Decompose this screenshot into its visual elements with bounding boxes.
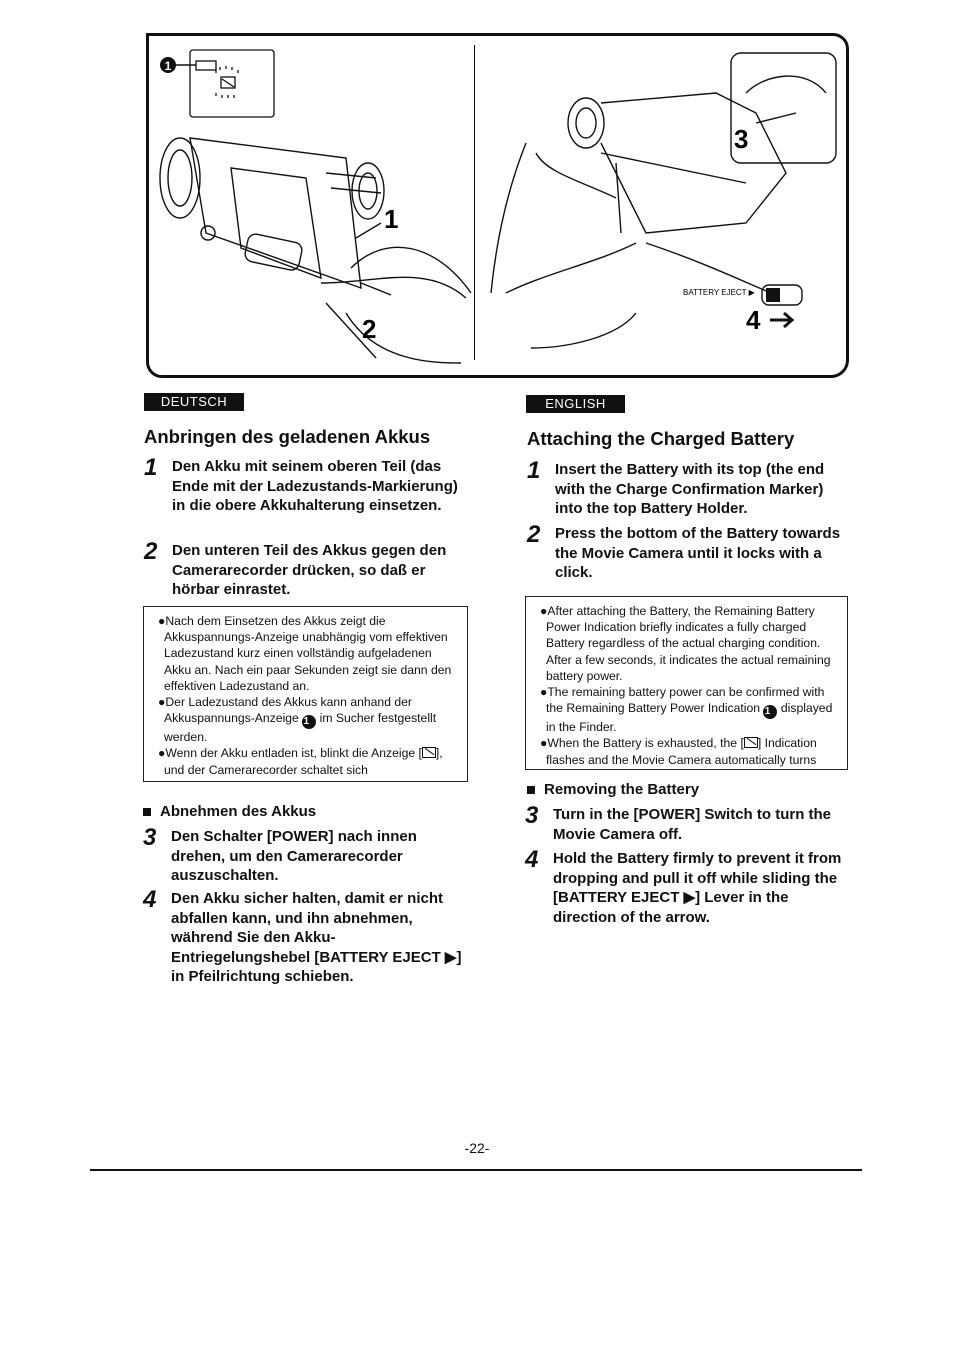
removing-heading-en: Removing the Battery: [527, 781, 699, 798]
step-number: 4: [525, 846, 539, 873]
note-item: ●Der Ladezustand des Akkus kann anhand der Akkuspannungs-Anzeige 1 im Sucher festgestellt werden.: [158, 695, 437, 745]
note-item: ●Wenn der Akku entladen ist, blinkt die Anzeige [ ], und der Camerarecorder schaltet sich: [158, 746, 443, 777]
step-text: Den Akku sicher halten, damit er nicht abfallen kann, und ihn abnehmen, während Sie den Akku-Entriegelungshebel [BATTERY EJECT ▶] in Pfeilrichtung schieben.: [171, 890, 462, 985]
step-number: 3: [143, 824, 157, 851]
step-number: 2: [527, 521, 541, 548]
step-text: Den unteren Teil des Akkus gegen den Camerarecorder drücken, so daß er hörbar einrastet.: [172, 542, 447, 598]
step-text: Turn in the [POWER] Switch to turn the Movie Camera off.: [553, 806, 832, 843]
step-en-1: [527, 457, 847, 519]
battery-eject-label: BATTERY EJECT ▶: [683, 288, 755, 297]
empty-battery-icon: [744, 737, 758, 748]
step-label-3: 3: [734, 124, 749, 154]
svg-text:1: 1: [164, 59, 172, 73]
camera-illustration: [146, 33, 849, 378]
lang-tag-deutsch: DEUTSCH: [144, 393, 244, 411]
note-box-en: [525, 596, 848, 770]
camera-right: [491, 53, 836, 348]
step-number: 1: [527, 457, 541, 484]
note-box-de: [143, 606, 468, 782]
title-en: Attaching the Charged Battery: [527, 428, 795, 449]
step-de-2: [144, 538, 469, 600]
step-label-4: 4: [746, 305, 761, 335]
step-label-1: 1: [384, 204, 399, 234]
note-item: ●The remaining battery power can be confirmed with the Remaining Battery Power Indication 1 displayed in the Finder.: [540, 685, 833, 735]
step-number: 4: [143, 886, 157, 913]
footer-rule: [90, 1169, 862, 1171]
note-item: ●After attaching the Battery, the Remaining Battery Power Indication briefly indicates a fully charged Battery regardless of the actual charging condition. After a few seconds, it indicates the actual remaining battery power.: [540, 604, 831, 683]
step-number: 2: [144, 538, 158, 565]
battery-eject-lever: [766, 288, 780, 302]
battery-indicator-inset: [176, 50, 274, 117]
page-number: -22-: [464, 1140, 490, 1156]
camera-left: [160, 138, 471, 363]
step-de-3: [143, 824, 468, 886]
title-de: Anbringen des geladenen Akkus: [144, 426, 431, 447]
step-label-2: 2: [362, 314, 377, 344]
step-text: Insert the Battery with its top (the end with the Charge Confirmation Marker) into the top Battery Holder.: [555, 461, 825, 517]
indicator-1-icon: 1: [763, 705, 777, 719]
empty-battery-icon: [422, 747, 436, 758]
lang-tag-english: ENGLISH: [526, 395, 625, 413]
step-de-1: [144, 454, 469, 516]
step-number: 1: [144, 454, 158, 481]
note-item: ●When the Battery is exhausted, the [ ] Indication flashes and the Movie Camera automatically turns: [540, 736, 817, 767]
step-en-3: [525, 802, 848, 844]
arrow-right-icon: [770, 313, 792, 327]
step-text: Press the bottom of the Battery towards the Movie Camera until it locks with a click.: [555, 525, 841, 581]
step-de-4: [143, 886, 468, 987]
step-en-2: [527, 521, 847, 583]
step-text: Den Schalter [POWER] nach innen drehen, um den Camerarecorder auszuschalten.: [171, 828, 417, 884]
step-en-4: [525, 846, 848, 927]
step-text: Hold the Battery firmly to prevent it from dropping and pull it off while sliding the [BATTERY EJECT ▶] Lever in the direction of the arrow.: [553, 850, 842, 926]
step-number: 3: [525, 802, 539, 829]
step-text: Den Akku mit seinem oberen Teil (das Ende mit der Ladezustands-Markierung) in die obere Akkuhalterung einsetzen.: [172, 458, 458, 514]
removing-heading-de: Abnehmen des Akkus: [143, 803, 316, 820]
square-bullet-icon: [527, 786, 535, 794]
note-item: ●Nach dem Einsetzen des Akkus zeigt die Akkuspannungs-Anzeige unabhängig vom effektiven Ladezustand kurz einen vollständig aufgeladenen Akku an. Nach ein paar Sekunden zeigt sie dann den effektiven Ladezustand an.: [158, 614, 452, 693]
square-bullet-icon: [143, 808, 151, 816]
indicator-1-icon: 1: [302, 715, 316, 729]
